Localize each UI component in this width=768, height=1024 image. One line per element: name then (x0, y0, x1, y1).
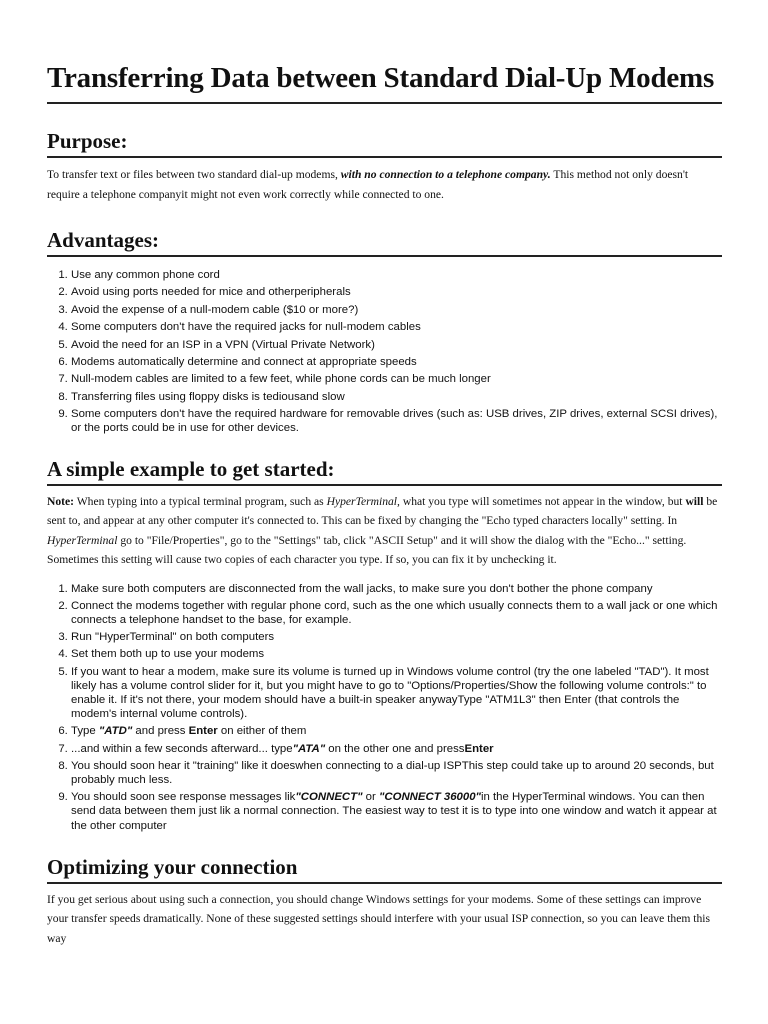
step-text: or (362, 791, 379, 804)
list-item: 7. Null-modem cables are limited to a few feet, while phone cords can be much longer (71, 372, 722, 386)
section-heading-optimizing: Optimizing your connection (47, 855, 722, 884)
list-item: 3. Avoid the expense of a null-modem cable ($10 or more?) (71, 303, 722, 317)
list-item: 4. Some computers don't have the required jacks for null-modem cables (71, 320, 722, 334)
purpose-emphasis: with no connection to a telephone company. (340, 168, 551, 181)
list-item: 5. If you want to hear a modem, make sure its volume is turned up in Windows volume control (try the one labeled "TAD"). It most likely has a volume control slider for it, but you might have to go to "Options/Properties/Show the following volume controls:" to enable it. If it's not there, your modem should have a built-in speaker anywayType "ATM1L3" then Enter (that controls the modem's internal volume controls). (71, 665, 722, 722)
list-item: 1. Make sure both computers are disconnected from the wall jacks, to make sure you don't bother the phone company (71, 582, 722, 596)
purpose-text-end: This method not only doesn't require a telephone companyit might not even work correctly while connected to one. (47, 168, 689, 201)
list-item: 8. Transferring files using floppy disks is tediousand slow (71, 390, 722, 404)
section-heading-example: A simple example to get started: (47, 457, 722, 486)
step-text: on the other one and press (325, 742, 465, 755)
note-text-3: be sent to, and appear at any other computer it's connected to. This can be fixed by changing the "Echo typed characters locally" setting. In (47, 494, 718, 528)
list-item: 5. Avoid the need for an ISP in a VPN (Virtual Private Network) (71, 338, 722, 352)
step-text: on either of them (217, 725, 307, 738)
steps-list (47, 582, 722, 833)
section-heading-advantages: Advantages: (47, 228, 722, 257)
step-text: ...and within a few seconds afterward... type (71, 742, 293, 755)
list-item: 2. Connect the modems together with regular phone cord, such as the one which usually connects them to a wall jack or one which connects a telephone handset to the base, for example. (71, 599, 722, 627)
note-hyperterminal-2: HyperTerminal (47, 533, 118, 547)
note-text-1: When typing into a typical terminal program, such as (74, 494, 327, 508)
note-label: Note: (47, 494, 75, 508)
optimizing-paragraph: If you get serious about using such a connection, you should change Windows settings for your modems. Some of these settings can improve your transfer speeds dramatically. None of these suggested settings should interfere with your usual ISP connection, so you can leave them this way (47, 892, 711, 945)
step-text: You should soon see response messages lik (71, 791, 296, 804)
command-text: "CONNECT 36000" (378, 791, 481, 804)
list-item (71, 742, 722, 756)
note-text-4: go to "File/Properties", go to the "Settings" tab, click "ASCII Setup" and it will show the dialog with the "Echo..." setting. Sometimes this setting will cause two copies of each character you type. If so, you can fix it by unchecking it. (47, 533, 687, 567)
list-item (71, 724, 722, 738)
list-item: 2. Avoid using ports needed for mice and otherperipherals (71, 285, 722, 299)
advantages-list (47, 268, 722, 436)
purpose-text-start: To transfer text or files between two standard dial-up modems, (47, 168, 341, 181)
list-item (71, 790, 722, 833)
list-item: 6. Modems automatically determine and connect at appropriate speeds (71, 355, 722, 369)
key-text: Enter (188, 725, 218, 738)
note-text-2: what you type will sometimes not appear in the window, but (399, 494, 686, 508)
note-paragraph (47, 492, 722, 570)
step-text: and press (132, 725, 189, 738)
list-item: 1. Use any common phone cord (71, 268, 722, 282)
key-text: Enter (464, 742, 494, 755)
list-item: 9. Some computers don't have the required hardware for removable drives (such as: USB drives, ZIP drives, external SCSI drives), or the ports could be in use for other devices. (71, 407, 722, 435)
page-title: Transferring Data between Standard Dial-Up Modems (47, 62, 722, 104)
command-text: "ATD" (98, 725, 133, 738)
list-item: 4. Set them both up to use your modems (71, 647, 722, 661)
note-will: will (685, 494, 704, 508)
command-text: "ATA" (292, 742, 326, 755)
list-item: 3. Run "HyperTerminal" on both computers (71, 630, 722, 644)
step-text: in the HyperTerminal windows. You can then send data between them just lik a normal connection. The easiest way to test it is to type into one window and watch it appear at the other computer (71, 791, 717, 832)
note-hyperterminal-1: HyperTerminal, (326, 494, 400, 508)
section-heading-purpose: Purpose: (47, 129, 722, 158)
purpose-paragraph (47, 165, 722, 204)
step-text: Type (71, 725, 99, 738)
list-item: 8. You should soon hear it "training" like it doeswhen connecting to a dial-up ISPThis step could take up to around 20 seconds, but probably much less. (71, 759, 722, 787)
command-text: "CONNECT" (295, 791, 363, 804)
